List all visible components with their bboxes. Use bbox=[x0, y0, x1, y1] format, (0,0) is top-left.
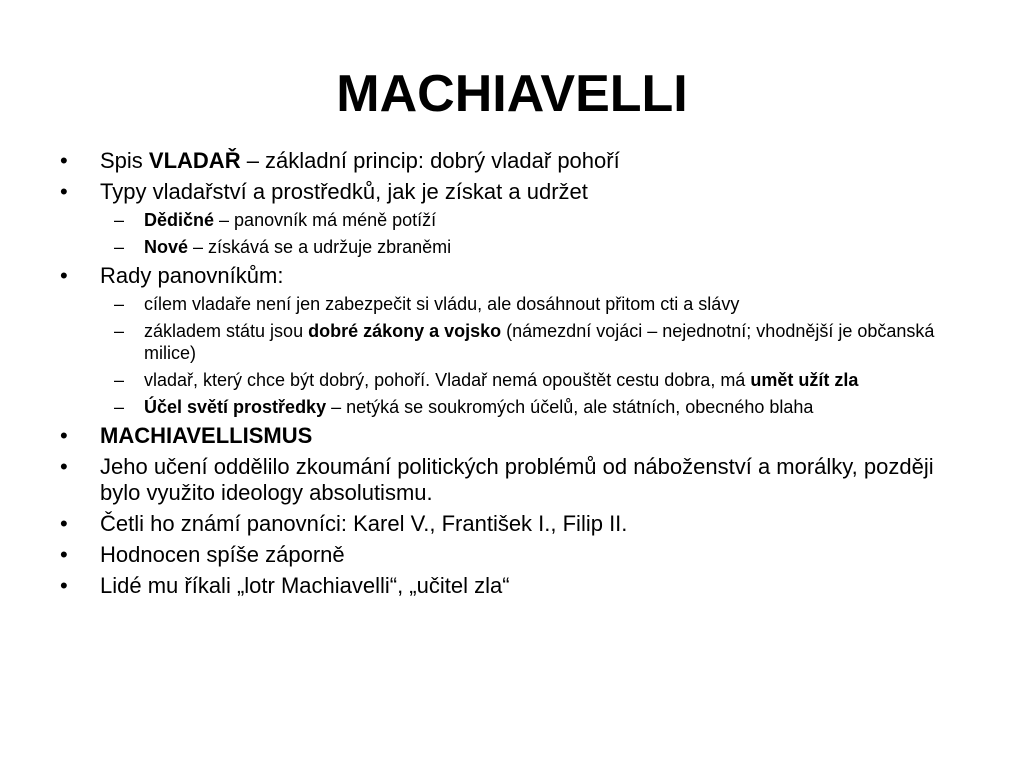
dash-marker: – bbox=[114, 321, 125, 341]
bullet-text: Rady panovníkům: bbox=[100, 263, 284, 288]
bullet-item bbox=[56, 511, 956, 537]
bullet-text: Jeho učení oddělilo zkoumání politických problémů od náboženství a morálky, později bylo využito ideology absolutismu. bbox=[100, 454, 934, 505]
bullet-marker: • bbox=[60, 148, 68, 173]
sub-bullet-text: cílem vladaře není jen zabezpečit si vládu, ale dosáhnout přitom cti a slávy bbox=[144, 294, 740, 314]
sub-bullet-text: – panovník má méně potíží bbox=[214, 210, 437, 230]
sub-bullet-list bbox=[56, 209, 956, 258]
sub-bullet-item bbox=[100, 369, 956, 391]
bullet-bold-text: VLADAŘ bbox=[148, 148, 241, 173]
sub-bullet-text: – získává se a udržuje zbraněmi bbox=[188, 237, 452, 257]
bullet-text: Četli ho známí panovníci: Karel V., František I., Filip II. bbox=[100, 511, 628, 536]
slide-title: MACHIAVELLI bbox=[336, 65, 688, 123]
bullet-item bbox=[56, 454, 956, 506]
sub-bullet-text: vladař, který chce být dobrý, pohoří. Vladař nemá opouštět cestu dobra, má bbox=[144, 370, 751, 390]
sub-bullet-item bbox=[100, 396, 956, 418]
dash-marker: – bbox=[114, 294, 125, 314]
sub-bullet-item bbox=[100, 236, 956, 258]
bullet-marker: • bbox=[60, 179, 68, 204]
bullet-list bbox=[56, 148, 956, 604]
bullet-marker: • bbox=[60, 542, 68, 567]
sub-bullet-text: (námezdní vojáci – nejednotní; vhodnější je občanská milice) bbox=[144, 321, 935, 363]
sub-bullet-item bbox=[100, 209, 956, 231]
sub-bullet-bold-text: Účel světí prostředky bbox=[144, 397, 327, 417]
bullet-item bbox=[56, 542, 956, 568]
bullet-text-continued: – základní princip: dobrý vladař pohoří bbox=[240, 148, 620, 173]
dash-marker: – bbox=[114, 237, 125, 257]
sub-bullet-text: – netýká se soukromých účelů, ale státních, obecného blaha bbox=[326, 397, 814, 417]
sub-bullet-bold-text: dobré zákony a vojsko bbox=[308, 321, 502, 341]
dash-marker: – bbox=[114, 210, 125, 230]
bullet-text: Spis bbox=[100, 148, 149, 173]
bullet-text: Hodnocen spíše záporně bbox=[100, 542, 345, 567]
dash-marker: – bbox=[114, 397, 125, 417]
bullet-marker: • bbox=[60, 263, 68, 288]
sub-bullet-bold-text: umět užít zla bbox=[750, 370, 859, 390]
bullet-marker: • bbox=[60, 454, 68, 479]
bullet-bold-text: MACHIAVELLISMUS bbox=[100, 423, 313, 448]
bullet-text: Lidé mu říkali „lotr Machiavelli“, „učitel zla“ bbox=[100, 573, 510, 598]
bullet-item bbox=[56, 179, 956, 258]
sub-bullet-bold-text: Nové bbox=[144, 237, 189, 257]
bullet-item bbox=[56, 573, 956, 599]
bullet-item bbox=[56, 423, 956, 449]
bullet-item bbox=[56, 148, 956, 174]
bullet-text: Typy vladařství a prostředků, jak je získat a udržet bbox=[100, 179, 588, 204]
sub-bullet-text: základem státu jsou bbox=[144, 321, 309, 341]
sub-bullet-bold-text: Dědičné bbox=[144, 210, 215, 230]
bullet-marker: • bbox=[60, 423, 68, 448]
bullet-item bbox=[56, 263, 956, 418]
dash-marker: – bbox=[114, 370, 125, 390]
sub-bullet-item bbox=[100, 320, 956, 364]
bullet-marker: • bbox=[60, 573, 68, 598]
sub-bullet-item bbox=[100, 293, 956, 315]
bullet-marker: • bbox=[60, 511, 68, 536]
sub-bullet-list bbox=[56, 293, 956, 418]
